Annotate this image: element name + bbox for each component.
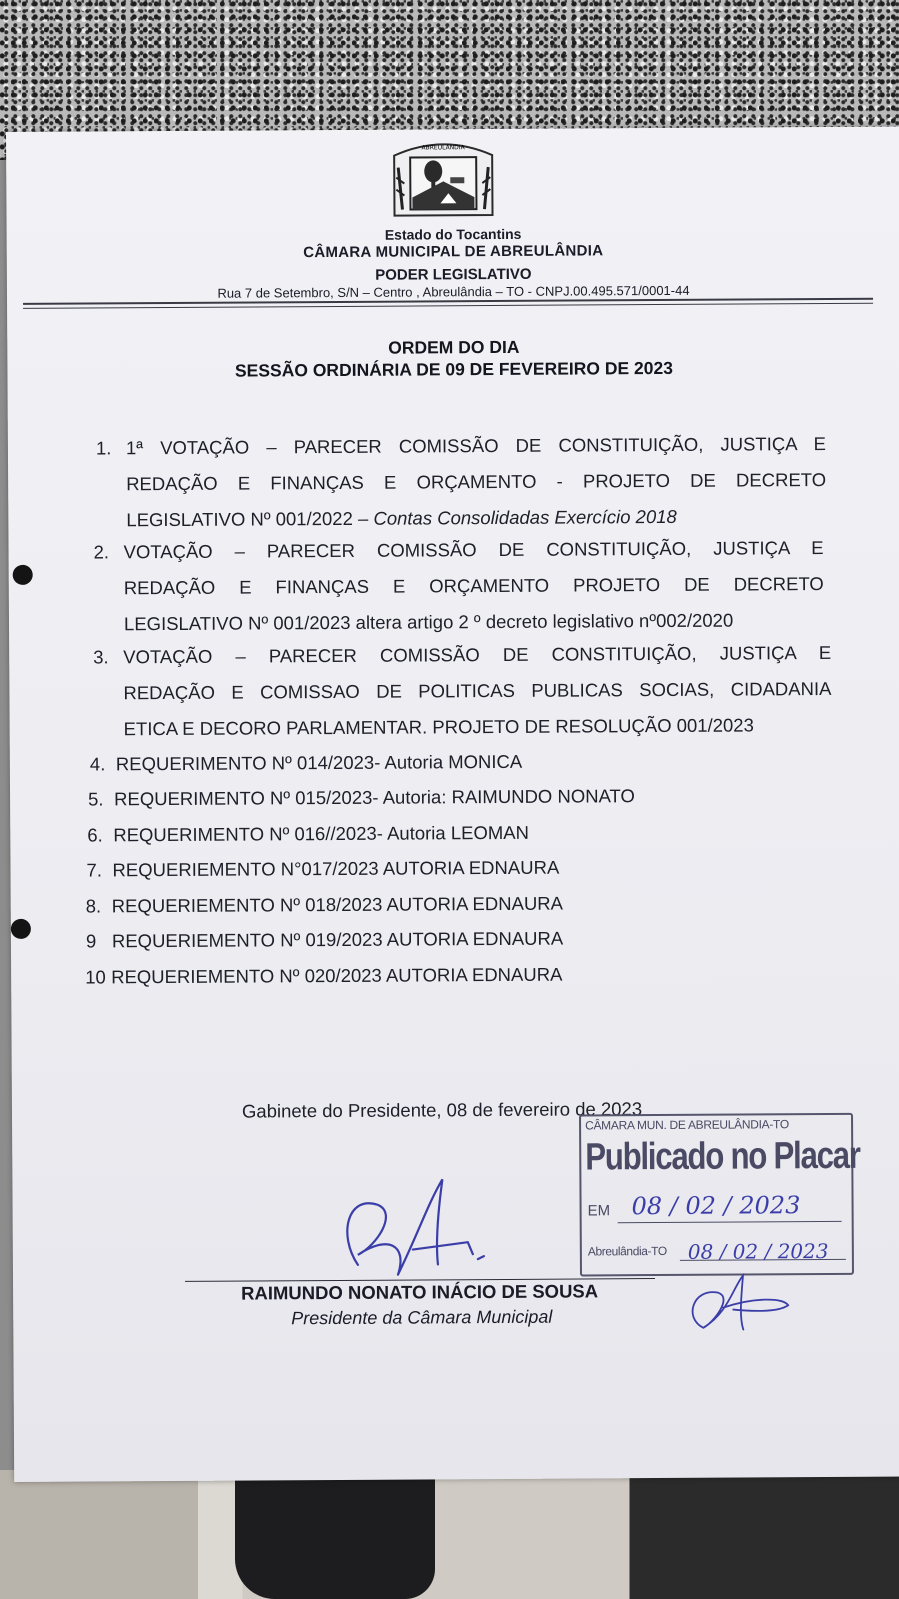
item-number: 7. xyxy=(86,859,103,881)
handwritten-signature xyxy=(317,1164,488,1285)
item-number: 6. xyxy=(87,824,103,846)
crest-motto: ABREULÂNDIA xyxy=(421,144,465,152)
item-line: REQUERIMENTO Nº 016//2023- Autoria LEOMAN xyxy=(113,821,529,846)
item-line: ETICA E DECORO PARLAMENTAR. PROJETO DE RESOLUÇÃO 001/2023 xyxy=(123,714,754,740)
document-sheet xyxy=(6,127,899,1482)
letterhead-address: Rua 7 de Setembro, S/N – Centro , Abreulândia – TO - CNPJ.00.495.571/0001-44 xyxy=(217,282,690,301)
publication-stamp xyxy=(579,1113,860,1277)
item-line: LEGISLATIVO Nº 001/2023 altera artigo 2 º decreto legislativo nº002/2020 xyxy=(123,609,734,635)
floor-background xyxy=(0,1470,899,1599)
item-line: REDAÇÃO E COMISSAO DE POLITICAS PUBLICAS SOCIAS, CIDADANIA xyxy=(123,677,832,704)
item-line: REQUERIEMENTO Nº 020/2023 AUTORIA EDNAURA xyxy=(111,963,563,988)
document-title: ORDEM DO DIA xyxy=(388,336,520,358)
item-number: 3. xyxy=(93,646,109,668)
letterhead-power: PODER LEGISLATIVO xyxy=(375,265,532,284)
punch-hole xyxy=(13,565,33,585)
item-number: 2. xyxy=(93,541,110,563)
place-and-date: Gabinete do Presidente, 08 de fevereiro de 2023 xyxy=(241,1098,643,1122)
handwritten-initials xyxy=(673,1267,793,1338)
item-line: REQUERIEMENTO Nº 019/2023 AUTORIA EDNAURA xyxy=(111,927,564,952)
letterhead-chamber: CÂMARA MUNICIPAL DE ABREULÂNDIA xyxy=(303,242,604,262)
municipal-crest-icon xyxy=(388,137,498,218)
item-number: 10 xyxy=(85,966,106,988)
item-line: REDAÇÃO E FINANÇAS E ORÇAMENTO PROJETO DE DECRETO xyxy=(123,573,824,599)
stamp-header: CÂMARA MUN. DE ABREULÂNDIA-TO xyxy=(585,1117,789,1133)
stamp-location-date: 08 / 02 / 2023 xyxy=(687,1238,829,1264)
agenda-item-3 xyxy=(93,636,839,751)
stamp-date-line xyxy=(618,1221,842,1223)
item-number: 8. xyxy=(85,895,102,917)
item-number: 4. xyxy=(89,753,106,775)
agenda-item-2 xyxy=(93,531,834,646)
signer-name: RAIMUNDO NONATO INÁCIO DE SOUSA xyxy=(241,1280,599,1304)
letterhead-state: Estado do Tocantins xyxy=(384,225,522,243)
item-line: 1ª VOTAÇÃO – PARECER COMISSÃO DE CONSTITUIÇÃO, JUSTIÇA E xyxy=(125,432,826,459)
item-line: REQUERIMENTO Nº 014/2023- Autoria MONICA xyxy=(115,750,523,775)
stamp-em-label: EM xyxy=(587,1202,611,1220)
item-line: REQUERIEMENTO N°017/2023 AUTORIA EDNAURA xyxy=(112,856,560,881)
agenda-item-1 xyxy=(96,427,827,541)
item-line: VOTAÇÃO – PARECER COMISSÃO DE CONSTITUIÇÃO, JUSTIÇA E xyxy=(123,537,824,563)
signer-role: Presidente da Câmara Municipal xyxy=(291,1306,553,1329)
item-line: REQUERIEMENTO Nº 018/2023 AUTORIA EDNAURA xyxy=(111,892,564,917)
item-number: 5. xyxy=(88,788,104,810)
punch-hole xyxy=(11,919,31,939)
item-number: 1. xyxy=(95,437,112,459)
stamp-title: Publicado no Placar xyxy=(585,1134,860,1179)
item-number: 9 xyxy=(85,930,97,952)
item-subject: Contas Consolidadas Exercício 2018 xyxy=(373,505,677,529)
session-title: SESSÃO ORDINÁRIA DE 09 DE FEVEREIRO DE 2023 xyxy=(234,357,673,381)
shoe xyxy=(235,1470,435,1599)
item-line: VOTAÇÃO – PARECER COMISSÃO DE CONSTITUIÇÃO, JUSTIÇA E xyxy=(123,641,832,668)
stamp-em-date: 08 / 02 / 2023 xyxy=(631,1191,801,1221)
item-line: REDAÇÃO E FINANÇAS E ORÇAMENTO - PROJETO DE DECRETO xyxy=(126,468,827,495)
stamp-location-label: Abreulândia-TO xyxy=(587,1243,667,1259)
item-line: LEGISLATIVO Nº 001/2022 – Contas Consolidadas Exercício 2018 xyxy=(126,505,677,531)
item-line: REQUERIMENTO Nº 015/2023- Autoria: RAIMUNDO NONATO xyxy=(114,785,635,810)
